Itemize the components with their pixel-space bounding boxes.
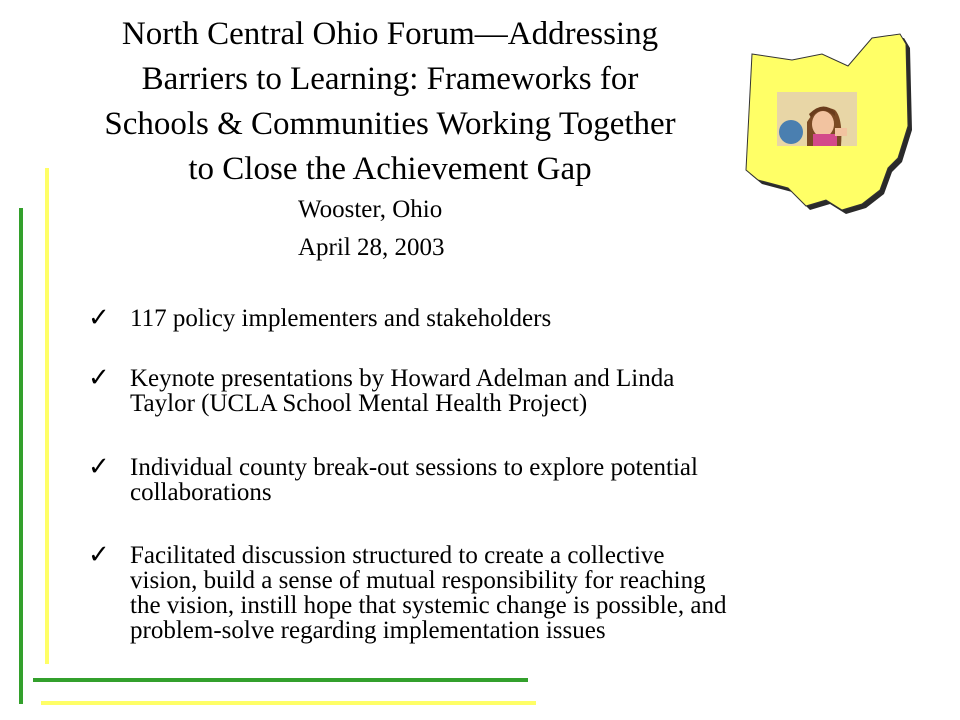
event-location: Wooster, Ohio xyxy=(298,196,443,223)
yellow-vertical-bar xyxy=(45,168,49,664)
bullet-list xyxy=(88,303,918,644)
slide-title xyxy=(40,12,740,192)
check-icon: ✓ xyxy=(88,303,110,333)
event-date: April 28, 2003 xyxy=(298,234,445,261)
list-item xyxy=(88,363,960,417)
list-item xyxy=(88,452,960,506)
bullet-text-line: Facilitated discussion structured to create a collective xyxy=(130,542,665,569)
bullet-text-line: Individual county break-out sessions to explore potential xyxy=(130,454,698,481)
title-line: to Close the Achievement Gap xyxy=(188,151,592,187)
check-icon: ✓ xyxy=(88,452,110,482)
green-horizontal-bar xyxy=(33,678,528,682)
check-icon: ✓ xyxy=(88,540,110,570)
bullet-text-line: vision, build a sense of mutual responsibility for reaching xyxy=(130,567,706,594)
bullet-text-line: 117 policy implementers and stakeholders xyxy=(130,305,552,332)
bullet-text-line: Taylor (UCLA School Mental Health Project) xyxy=(130,390,588,417)
bullet-text-line: the vision, instill hope that systemic change is possible, and xyxy=(130,592,727,619)
list-item xyxy=(88,303,918,333)
green-vertical-bar xyxy=(19,208,23,704)
check-icon: ✓ xyxy=(88,363,110,393)
title-line: Schools & Communities Working Together xyxy=(104,106,676,142)
title-line: Barriers to Learning: Frameworks for xyxy=(141,61,639,97)
list-item xyxy=(88,540,960,644)
bullet-text-line: Keynote presentations by Howard Adelman and Linda xyxy=(130,365,675,392)
bullet-text-line: problem-solve regarding implementation issues xyxy=(130,617,606,644)
child-photo xyxy=(777,92,857,146)
yellow-horizontal-bar xyxy=(41,701,536,705)
bullet-text-line: collaborations xyxy=(130,479,272,506)
title-line: North Central Ohio Forum—Addressing xyxy=(121,16,659,52)
